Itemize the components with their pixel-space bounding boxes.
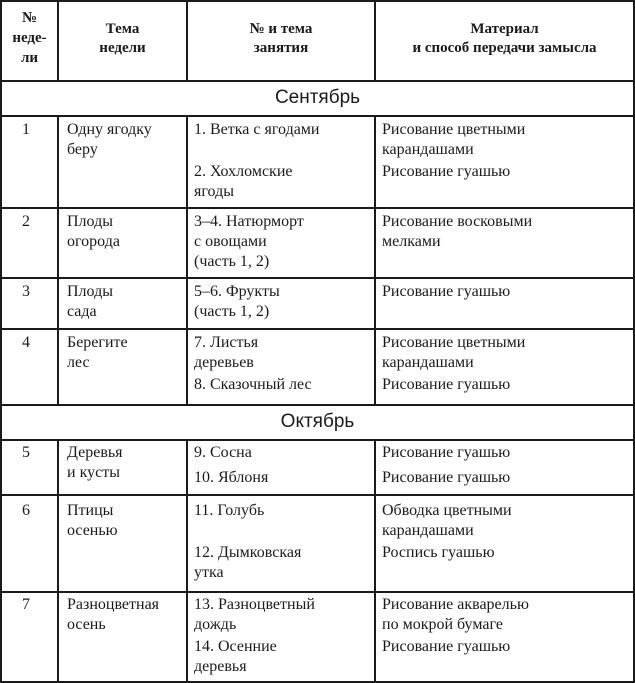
rule-col-3 (374, 115, 376, 405)
material-item: Рисование гуашью (382, 469, 511, 486)
week-theme: Птицы осенью (67, 502, 118, 539)
rule-week-2-bottom (0, 277, 635, 279)
week-number: 2 (22, 213, 30, 230)
week-theme: Плоды огорода (67, 213, 120, 250)
week-number: 3 (22, 283, 30, 300)
rule-week-1-bottom (0, 207, 635, 209)
header-material: Материал и способ передачи замысла (412, 21, 597, 56)
material-item: Рисование гуашью (382, 444, 511, 461)
rule-month-2-bottom (0, 439, 635, 441)
rule-week-6-bottom (0, 591, 635, 593)
month-october: Октябрь (280, 411, 355, 432)
lesson-item: 1. Ветка с ягодами (194, 121, 320, 138)
lesson-item: 7. Листья деревьев (194, 334, 259, 371)
lesson-item: 14. Осенние деревья (194, 638, 277, 675)
week-number: 6 (22, 502, 30, 519)
rule-month-1-bottom (0, 115, 635, 117)
lesson-item: 10. Яблоня (194, 469, 269, 486)
week-theme: Одну ягодку беру (67, 121, 152, 158)
rule-top (0, 0, 635, 2)
lesson-item: 5–6. Фрукты (часть 1, 2) (194, 283, 280, 320)
week-number: 5 (22, 444, 30, 461)
rule-week-5-bottom (0, 494, 635, 496)
month-september: Сентябрь (274, 87, 361, 108)
material-item: Рисование цветными карандашами (382, 334, 526, 371)
rule-col-2 (186, 439, 188, 683)
rule-col-1 (57, 115, 59, 405)
material-item: Обводка цветными карандашами (382, 502, 512, 539)
material-item: Рисование восковыми мелками (382, 213, 533, 250)
header-week-no: № неде- ли (12, 10, 47, 66)
week-theme: Разноцветная осень (67, 596, 160, 633)
week-number: 4 (22, 334, 30, 351)
material-item: Рисование гуашью (382, 163, 511, 180)
rule-col-1 (57, 439, 59, 683)
material-item: Рисование цветными карандашами (382, 121, 526, 158)
lesson-item: 13. Разноцветный дождь (194, 596, 315, 633)
rule-col-3 (374, 439, 376, 683)
week-theme: Берегите лес (67, 334, 128, 371)
lesson-item: 2. Хохломские ягоды (194, 163, 293, 200)
header-week-theme: Тема недели (99, 21, 146, 56)
lesson-item: 9. Сосна (194, 444, 252, 461)
week-theme: Деревья и кусты (67, 444, 123, 481)
material-item: Рисование гуашью (382, 638, 511, 655)
material-item: Рисование гуашью (382, 283, 511, 300)
lesson-item: 12. Дымковская утка (194, 544, 302, 581)
rule-week-4-bottom (0, 404, 635, 406)
lesson-item: 11. Голубь (194, 502, 265, 519)
material-item: Роспись гуашью (382, 544, 495, 561)
lesson-item: 8. Сказочный лес (194, 376, 312, 393)
lesson-item: 3–4. Натюрморт с овощами (часть 1, 2) (194, 213, 304, 270)
header-lesson: № и тема занятия (249, 21, 313, 56)
week-number: 1 (22, 121, 30, 138)
rule-week-3-bottom (0, 328, 635, 330)
material-item: Рисование гуашью (382, 376, 511, 393)
material-item: Рисование акварелью по мокрой бумаге (382, 596, 529, 633)
rule-header-bottom (0, 80, 635, 82)
rule-col-2 (186, 115, 188, 405)
week-number: 7 (22, 596, 30, 613)
week-theme: Плоды сада (67, 283, 113, 320)
